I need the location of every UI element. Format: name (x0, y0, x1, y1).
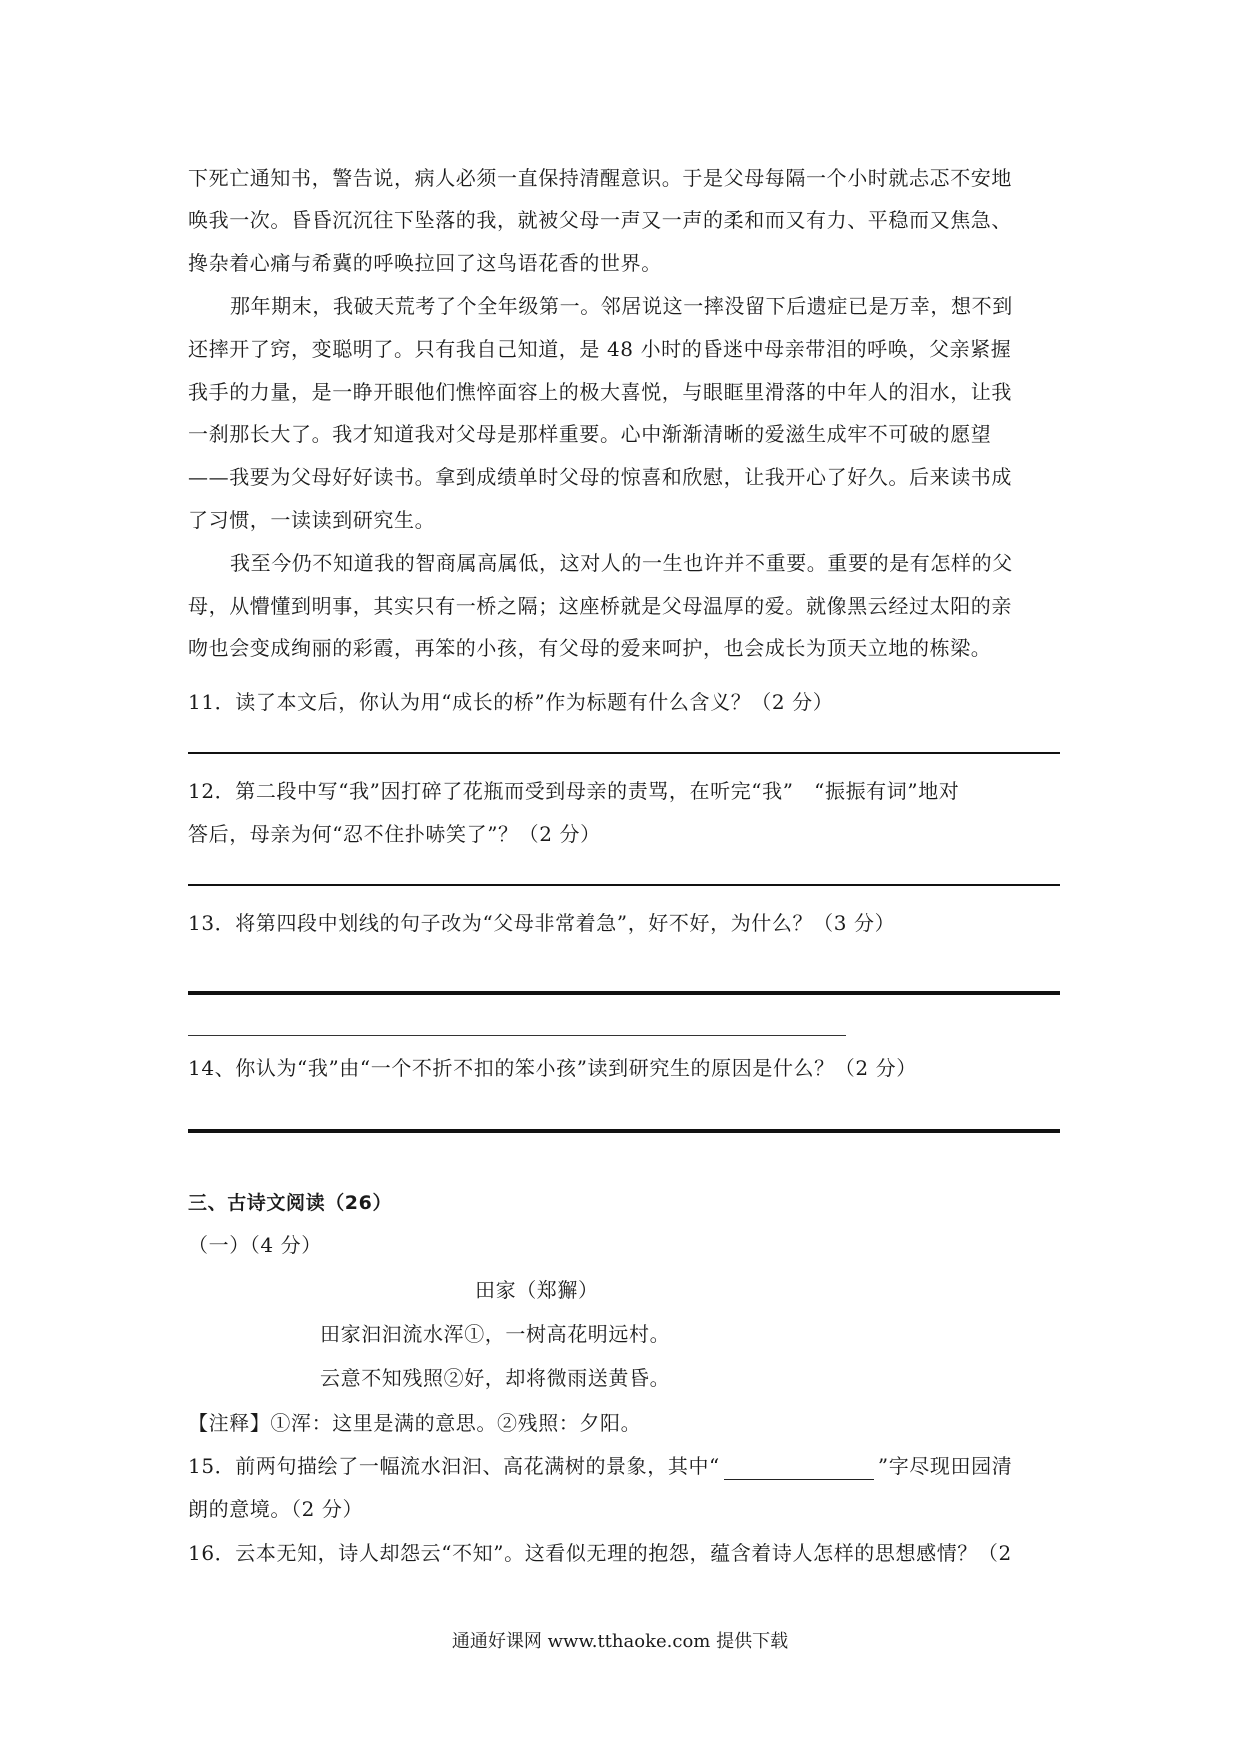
passage-line: 下死亡通知书，警告说，病人必须一直保持清醒意识。于是父母每隔一个小时就忐忑不安地 (188, 166, 1012, 190)
question-12-cont: 答后，母亲为何“忍不住扑哧笑了”？（2 分） (188, 822, 601, 846)
answer-line[interactable] (188, 752, 1060, 754)
subsection-label: （一）（4 分） (188, 1233, 322, 1257)
poem-note: 【注释】①浑：这里是满的意思。②残照：夕阳。 (188, 1411, 642, 1435)
passage-line: 我手的力量，是一睁开眼他们憔悴面容上的极大喜悦，与眼眶里滑落的中年人的泪水，让我 (188, 380, 1012, 404)
passage-line: 吻也会变成绚丽的彩霞，再笨的小孩，有父母的爱来呵护，也会成长为顶天立地的栋梁。 (188, 636, 992, 660)
poem-line: 云意不知残照②好，却将微雨送黄昏。 (320, 1366, 671, 1390)
question-16: 16．云本无知，诗人却怨云“不知”。这看似无理的抱怨，蕴含着诗人怎样的思想感情？（2 (188, 1541, 1012, 1565)
question-13: 13．将第四段中划线的句子改为“父母非常着急”，好不好，为什么？（3 分） (188, 911, 896, 935)
passage-line: 搀杂着心痛与希冀的呼唤拉回了这鸟语花香的世界。 (188, 251, 662, 275)
answer-line[interactable] (188, 991, 1060, 995)
fill-blank[interactable] (724, 1459, 874, 1480)
passage-line: 唤我一次。昏昏沉沉往下坠落的我，就被父母一声又一声的柔和而又有力、平稳而又焦急、 (188, 208, 1012, 232)
passage-line: 那年期末，我破天荒考了个全年级第一。邻居说这一摔没留下后遗症已是万幸，想不到 (230, 294, 1013, 318)
passage-line: ——我要为父母好好读书。拿到成绩单时父母的惊喜和欣慰，让我开心了好久。后来读书成 (188, 465, 1012, 489)
answer-line[interactable] (188, 1129, 1060, 1133)
poem-line: 田家汩汩流水浑①，一树高花明远村。 (320, 1322, 671, 1346)
passage-line: 一刹那长大了。我才知道我对父母是那样重要。心中渐渐清晰的爱滋生成牢不可破的愿望 (188, 422, 992, 446)
question-11: 11．读了本文后，你认为用“成长的桥”作为标题有什么含义？（2 分） (188, 690, 834, 714)
question-15-text: 15．前两句描绘了一幅流水汩汩、高花满树的景象，其中“ (188, 1454, 720, 1478)
question-15-text-end: ”字尽现田园清 (877, 1454, 1013, 1478)
poem-title: 田家（郑獬） (475, 1278, 599, 1302)
question-12: 12．第二段中写“我”因打碎了花瓶而受到母亲的责骂，在听完“我” “振振有词”地对 (188, 779, 960, 803)
passage-line: 了习惯，一读读到研究生。 (188, 508, 436, 532)
page-footer: 通通好课网 www.tthaoke.com 提供下载 (451, 1631, 789, 1652)
question-14: 14、你认为“我”由“一个不折不扣的笨小孩”读到研究生的原因是什么？（2 分） (188, 1056, 917, 1080)
passage-line: 母，从懵懂到明事，其实只有一桥之隔；这座桥就是父母温厚的爱。就像黑云经过太阳的亲 (188, 594, 1012, 618)
answer-line-short[interactable] (188, 1035, 846, 1036)
passage-line: 我至今仍不知道我的智商属高属低，这对人的一生也许并不重要。重要的是有怎样的父 (230, 551, 1013, 575)
question-15-cont: 朗的意境。（2 分） (188, 1497, 364, 1521)
passage-line: 还摔开了窍，变聪明了。只有我自己知道，是 48 小时的昏迷中母亲带泪的呼唤，父亲紧握 (188, 337, 1012, 361)
section-heading: 三、古诗文阅读（26） (188, 1192, 393, 1214)
answer-line[interactable] (188, 884, 1060, 886)
question-15 (188, 1452, 1058, 1480)
